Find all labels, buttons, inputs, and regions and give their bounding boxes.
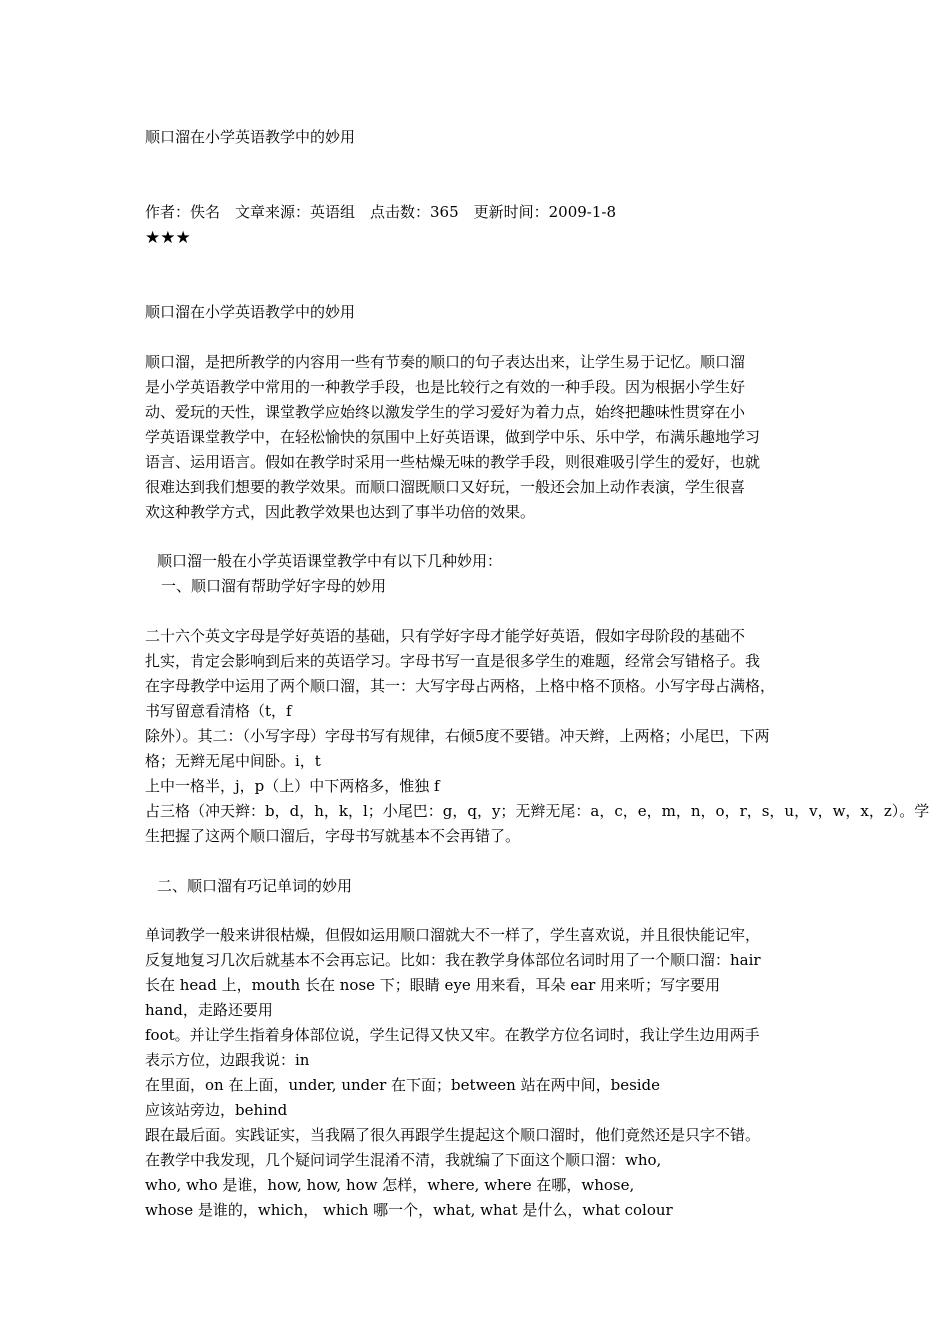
- text-line: 扎实，肯定会影响到后来的英语学习。字母书写一直是很多学生的难题，经常会写错格子。我: [145, 652, 761, 670]
- text-line: 书写留意看清格（t，f: [145, 702, 292, 720]
- text-line: 动、爱玩的天性，课堂教学应始终以激发学生的学习爱好为着力点，始终把趣味性贯穿在小: [145, 403, 746, 421]
- text-line: 二十六个英文字母是学好英语的基础，只有学好字母才能学好英语，假如字母阶段的基础不: [145, 627, 746, 645]
- text-line: who, who 是谁，how, how, how 怎样，where, where 在哪，whose,: [145, 1176, 635, 1194]
- section-heading-words: 二、顺口溜有巧记单词的妙用: [157, 877, 353, 895]
- text-line: 生把握了这两个顺口溜后，字母书写就基本不会再错了。: [145, 827, 521, 845]
- text-line: foot。并让学生指着身体部位说，学生记得又快又牢。在教学方位名词时，我让学生边用两手: [145, 1026, 760, 1044]
- lead-sentence: 顺口溜一般在小学英语课堂教学中有以下几种妙用：: [157, 552, 503, 570]
- text-line: 语言、运用语言。假如在教学时采用一些枯燥无味的教学手段，则很难吸引学生的爱好，也就: [145, 453, 761, 471]
- text-line: 欢这种教学方式，因此教学效果也达到了事半功倍的效果。: [145, 503, 536, 521]
- text-line: 表示方位，边跟我说：in: [145, 1051, 310, 1069]
- text-line: whose 是谁的，which， which 哪一个，what, what 是什么，what colour: [145, 1201, 673, 1219]
- section-heading-letters: 一、顺口溜有帮助学好字母的妙用: [161, 577, 387, 595]
- text-line: 反复地复习几次后就基本不会再忘记。比如：我在教学身体部位名词时用了一个顺口溜：hair: [145, 951, 761, 969]
- text-line: hand，走路还要用: [145, 1001, 273, 1019]
- text-line: 跟在最后面。实践证实，当我隔了很久再跟学生提起这个顺口溜时，他们竟然还是只字不错。: [145, 1126, 761, 1144]
- text-line: 单词教学一般来讲很枯燥，但假如运用顺口溜就大不一样了，学生喜欢说，并且很快能记牢，: [145, 926, 761, 944]
- text-line: 上中一格半，j，p（上）中下两格多，惟独 f: [145, 777, 440, 795]
- text-line: 除外）。其二：（小写字母）字母书写有规律，右倾5度不要错。冲天辫，上两格；小尾巴，下两: [145, 727, 770, 745]
- article-title: 顺口溜在小学英语教学中的妙用: [145, 303, 356, 321]
- text-line: 顺口溜，是把所教学的内容用一些有节奏的顺口的句子表达出来，让学生易于记忆。顺口溜: [145, 353, 746, 371]
- rating-stars: ★★★: [145, 228, 191, 248]
- text-line: 很难达到我们想要的教学效果。而顺口溜既顺口又好玩，一般还会加上动作表演，学生很喜: [145, 478, 746, 496]
- text-line: 长在 head 上，mouth 长在 nose 下；眼睛 eye 用来看，耳朵 ear 用来听；写字要用: [145, 976, 721, 994]
- text-line: 是小学英语教学中常用的一种教学手段，也是比较行之有效的一种手段。因为根据小学生好: [145, 378, 746, 396]
- text-line: 格；无辫无尾中间卧。i，t: [145, 752, 321, 770]
- text-line: 应该站旁边，behind: [145, 1101, 288, 1119]
- text-line: 在字母教学中运用了两个顺口溜，其一：大写字母占两格，上格中格不顶格。小写字母占满格，: [145, 677, 776, 695]
- text-line: 学英语课堂教学中，在轻松愉快的氛围中上好英语课，做到学中乐、乐中学，布满乐趣地学习: [145, 428, 761, 446]
- article-meta: 作者：佚名 文章来源：英语组 点击数：365 更新时间：2009-1-8: [145, 203, 617, 221]
- text-line: 在教学中我发现，几个疑问词学生混淆不清，我就编了下面这个顺口溜：who,: [145, 1151, 662, 1169]
- text-line: 在里面，on 在上面，under, under 在下面；between 站在两中间，beside: [145, 1076, 661, 1094]
- text-line: 占三格（冲天辫：b，d，h，k，l；小尾巴：g，q，y；无辫无尾：a，c，e，m，n，o，r，s，u，v，w，x，z）。学: [145, 802, 930, 820]
- document-title: 顺口溜在小学英语教学中的妙用: [145, 128, 356, 146]
